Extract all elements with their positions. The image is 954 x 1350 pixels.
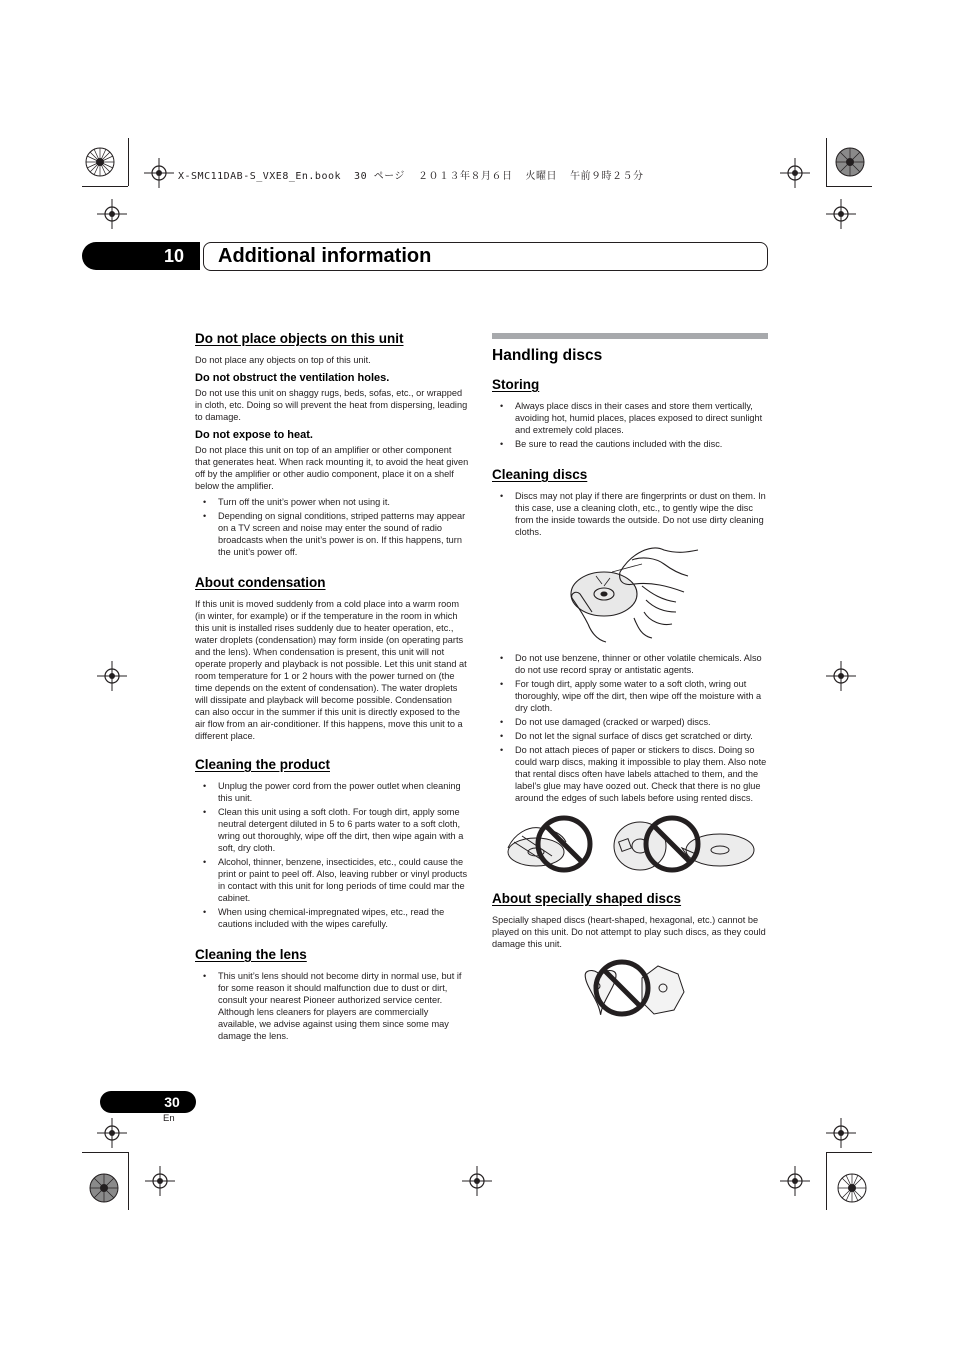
registration-mark-icon	[834, 146, 866, 178]
crop-mark-icon	[97, 661, 127, 691]
list-item: • This unit’s lens should not become dirty in normal use, but if for some reason it should malfunction due to dust or dirt, consult your nearest Pioneer authorized service center. Although lens cleaners for players are commercially available, we advise against using them since some may damage the lens.	[195, 970, 469, 1042]
cleaning-product-bullets	[195, 780, 469, 930]
crop-mark-icon	[826, 199, 856, 229]
crop-mark-icon	[97, 199, 127, 229]
list-item: • When using chemical-impregnated wipes, etc., read the cautions included with the wipes carefully.	[195, 906, 469, 930]
crop-mark-icon	[462, 1166, 492, 1196]
page-number: 30	[164, 1094, 180, 1110]
trim-line	[826, 1152, 872, 1153]
registration-mark-icon	[84, 146, 116, 178]
storing-bullets	[492, 400, 768, 450]
objects-intro: Do not place any objects on top of this unit.	[195, 355, 371, 365]
book-info: X-SMC11DAB-S_VXE8_En.book 30 ページ ２０１３年８月６日 火曜日 午前９時２５分	[178, 171, 644, 182]
shaped-discs-heading: About specially shaped discs	[492, 891, 682, 906]
list-item: • Depending on signal conditions, striped patterns may appear on a TV screen and noise may enter the sound of radio broadcasts when the unit’s power is on. If this happens, turn the unit’s power off.	[195, 510, 469, 558]
objects-heading: Do not place objects on this unit	[195, 331, 404, 346]
ventilation-heading: Do not obstruct the ventilation holes.	[195, 372, 390, 384]
registration-mark-icon	[88, 1172, 120, 1204]
heat-heading: Do not expose to heat.	[195, 429, 313, 441]
list-item: • Do not let the signal surface of discs get scratched or dirty.	[492, 730, 768, 742]
crop-mark-icon	[780, 1166, 810, 1196]
crop-mark-icon	[780, 158, 810, 188]
right-column	[492, 330, 768, 1022]
cleaning-product-heading: Cleaning the product	[195, 757, 330, 772]
cleaning-lens-bullets	[195, 970, 469, 1042]
list-item: • Unplug the power cord from the power outlet when cleaning this unit.	[195, 780, 469, 804]
list-item: • For tough dirt, apply some water to a soft cloth, wring out thoroughly, wipe off the dirt, then wipe off the moisture with a dry cloth.	[492, 678, 768, 714]
list-item: • Turn off the unit’s power when not using it.	[195, 496, 469, 508]
trim-line	[826, 138, 827, 186]
page-language: En	[163, 1113, 175, 1124]
section-bar	[492, 333, 768, 339]
crop-mark-icon	[145, 1166, 175, 1196]
objects-bullets	[195, 496, 469, 558]
trim-line	[128, 138, 129, 186]
cleaning-discs-heading: Cleaning discs	[492, 467, 588, 482]
shaped-discs-text: Specially shaped discs (heart-shaped, hexagonal, etc.) cannot be played on this unit. Do not attempt to play such discs, as they could damage this unit.	[492, 915, 766, 949]
chapter-number: 10	[163, 246, 185, 266]
crop-mark-icon	[144, 158, 174, 188]
registration-mark-icon	[836, 1172, 868, 1204]
cleaning-discs-bullets-a	[492, 490, 768, 538]
trim-line	[826, 1152, 827, 1210]
list-item: • Do not use benzene, thinner or other volatile chemicals. Also do not use record spray or antistatic agents.	[492, 652, 768, 676]
disc-wiping-illustration	[492, 542, 768, 646]
trim-line	[826, 186, 872, 187]
handling-discs-heading: Handling discs	[492, 347, 603, 364]
list-item: • Do not use damaged (cracked or warped) discs.	[492, 716, 768, 728]
trim-line	[82, 1152, 128, 1153]
trim-line	[82, 186, 128, 187]
list-item: • Alcohol, thinner, benzene, insecticides, etc., could cause the print or paint to peel off. Also, leaving rubber or vinyl products in contact with this unit for long periods of time could mar the cabinet.	[195, 856, 469, 904]
heat-text: Do not place this unit on top of an amplifier or other component that generates heat. When rack mounting it, to avoid the heat given off by the amplifier or other audio component, place it on a shelf below the amplifier.	[195, 445, 469, 491]
list-item: • Clean this unit using a soft cloth. For tough dirt, apply some neutral detergent diluted in 5 to 6 parts water to a soft cloth, wring out thoroughly, wipe off the dirt, then wipe again with a soft, dry cloth.	[195, 806, 469, 854]
condensation-heading: About condensation	[195, 575, 326, 590]
left-column	[195, 330, 469, 1044]
shaped-disc-illustration	[492, 958, 768, 1022]
cleaning-discs-bullets-b	[492, 652, 768, 804]
crop-mark-icon	[826, 1118, 856, 1148]
disc-misuse-illustration	[492, 812, 768, 880]
chapter-title-box	[203, 242, 768, 271]
list-item: • Always place discs in their cases and store them vertically, avoiding hot, humid places, places exposed to direct sunlight and extremely cold places.	[492, 400, 768, 436]
crop-mark-icon	[97, 1118, 127, 1148]
trim-line	[128, 1152, 129, 1210]
ventilation-text: Do not use this unit on shaggy rugs, beds, sofas, etc., or wrapped in cloth, etc. Doing so will prevent the heat from dispersing, leading to damage.	[195, 388, 468, 422]
list-item: • Do not attach pieces of paper or stickers to discs. Doing so could warp discs, making it impossible to play them. Also note that rental discs often have labels attached to them, and the label’s glue may have oozed out. Check that there is no glue around the edges of such labels before using rented discs.	[492, 744, 768, 804]
storing-heading: Storing	[492, 377, 540, 392]
list-item: • Discs may not play if there are fingerprints or dust on them. In this case, use a cleaning cloth, etc., to gently wipe the disc from the inside towards the outside. Do not use dirty cleaning cloths.	[492, 490, 768, 538]
crop-mark-icon	[826, 661, 856, 691]
condensation-text: If this unit is moved suddenly from a cold place into a warm room (in winter, for example) or if the temperature in the room in which this unit is installed rises suddenly due to heater operation, etc., water droplets (condensation) may form inside (on operating parts and the lens). When condensation is present, this unit will not operate properly and playback is not possible. Let this unit stand at room temperature for 1 or 2 hours with the power turned on (the time depends on the extent of condensation). The water droplets will dissipate and playback will become possible. Condensation can also occur in the summer if this unit is directly exposed to the air flow from an air-conditioner. If this happens, move this unit to a different place.	[195, 599, 467, 741]
list-item: • Be sure to read the cautions included with the disc.	[492, 438, 768, 450]
chapter-title: Additional information	[218, 245, 432, 267]
cleaning-lens-heading: Cleaning the lens	[195, 947, 307, 962]
